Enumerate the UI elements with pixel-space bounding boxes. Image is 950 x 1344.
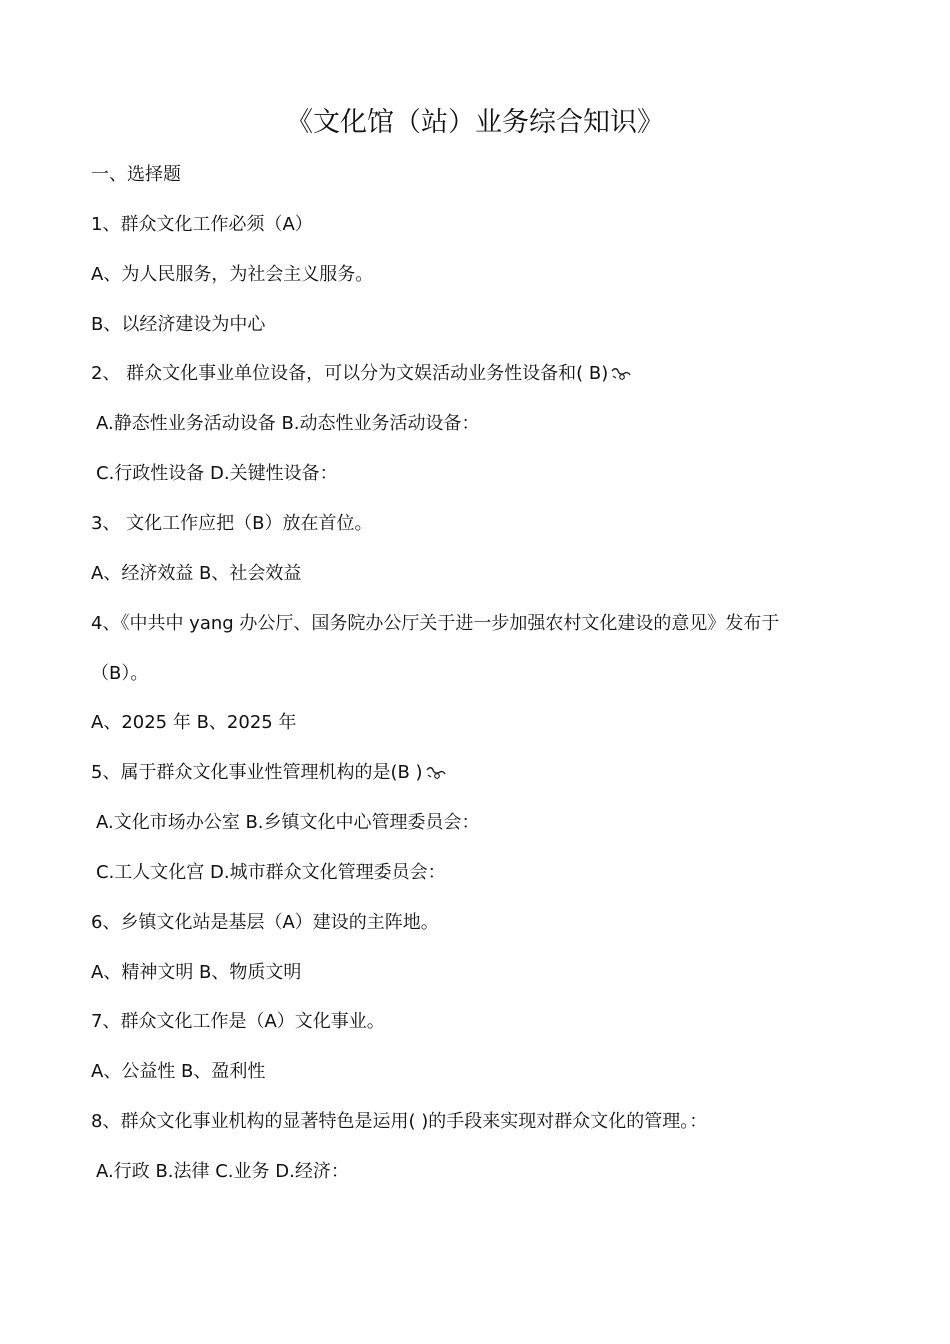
line-text: 7、群众文化工作是（A）文化事业。 — [91, 1011, 385, 1032]
page-title: 《文化馆（站）业务综合知识》 — [286, 107, 664, 138]
text-line — [91, 162, 181, 188]
text-line — [91, 1009, 385, 1035]
line-text: 4、《中共中 yang 办公厅、国务院办公厅关于进一步加强农村文化建设的意见》发布于 — [91, 613, 780, 634]
line-text: 3、 文化工作应把（B）放在首位。 — [91, 513, 373, 534]
text-line — [91, 511, 373, 537]
line-text: 1、群众文化工作必须（A） — [91, 214, 313, 235]
line-text: A、精神文明 B、物质文明 — [91, 962, 302, 983]
text-line — [96, 461, 338, 487]
line-text: 8、群众文化事业机构的显著特色是运用( )的手段来实现对群众文化的管理。： — [91, 1111, 708, 1132]
text-line — [91, 661, 148, 687]
line-text: （B）。 — [91, 663, 149, 684]
line-text: 6、乡镇文化站是基层（A）建设的主阵地。 — [91, 912, 439, 933]
text-line — [91, 1109, 707, 1135]
text-line — [96, 860, 446, 886]
return-mark-icon — [425, 766, 447, 780]
line-text: 一、选择题 — [91, 164, 181, 185]
line-text: C.工人文化宫 D.城市群众文化管理委员会： — [96, 862, 446, 883]
line-text: A、为人民服务，为社会主义服务。 — [91, 264, 374, 285]
text-line — [96, 411, 480, 437]
text-line — [91, 312, 265, 338]
text-line — [91, 262, 373, 288]
line-text: A.行政 B.法律 C.业务 D.经济： — [96, 1161, 349, 1182]
return-mark-icon — [610, 367, 632, 381]
line-text: 2、 群众文化事业单位设备，可以分为文娱活动业务性设备和( B) — [91, 363, 609, 384]
text-line — [96, 810, 480, 836]
text-line — [91, 1059, 265, 1085]
line-text: C.行政性设备 D.关键性设备： — [96, 463, 338, 484]
line-text: B、以经济建设为中心 — [91, 314, 266, 335]
text-line — [91, 212, 313, 238]
line-text: A、2025 年 B、2025 年 — [91, 712, 297, 733]
text-line — [91, 760, 447, 786]
text-line — [91, 561, 301, 587]
line-text: A、公益性 B、盈利性 — [91, 1061, 266, 1082]
line-text: 5、属于群众文化事业性管理机构的是(B ) — [91, 762, 423, 783]
line-text: A、经济效益 B、社会效益 — [91, 563, 302, 584]
text-line — [91, 960, 301, 986]
text-line — [91, 361, 632, 387]
text-line — [91, 611, 779, 637]
text-line — [91, 910, 439, 936]
line-text: A.文化市场办公室 B.乡镇文化中心管理委员会： — [96, 812, 480, 833]
text-line — [91, 710, 296, 736]
line-text: A.静态性业务活动设备 B.动态性业务活动设备： — [96, 413, 480, 434]
text-line — [96, 1159, 349, 1185]
